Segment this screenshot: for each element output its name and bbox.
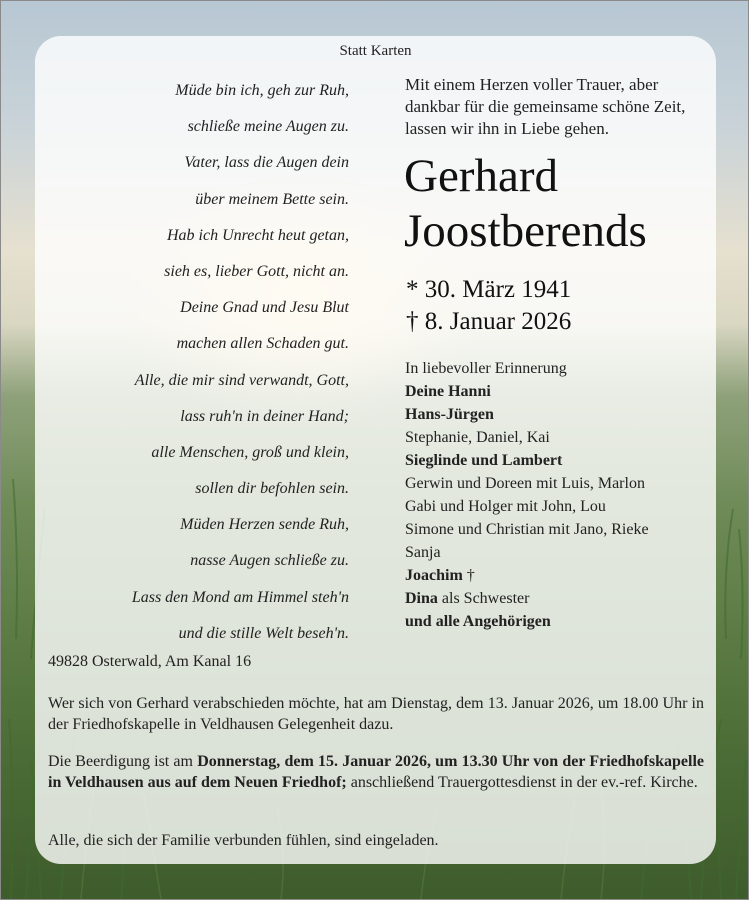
family-grandchildren: Gabi und Holger mit John, Lou bbox=[405, 498, 606, 515]
last-name: Joostberends bbox=[404, 205, 647, 257]
family-intro: In liebevoller Erinnerung bbox=[405, 360, 567, 377]
invitation-paragraph: Alle, die sich der Familie verbunden fühlen, sind eingeladen. bbox=[48, 832, 439, 849]
family-son: Hans-Jürgen bbox=[405, 406, 494, 423]
poem-line: lass ruh'n in deiner Hand; bbox=[180, 407, 349, 425]
poem-line: Deine Gnad und Jesu Blut bbox=[180, 299, 349, 317]
joachim-name: Joachim bbox=[405, 567, 463, 584]
family-daughter: Sieglinde und Lambert bbox=[405, 452, 563, 469]
funeral-paragraph bbox=[48, 751, 704, 793]
statt-karten-heading: Statt Karten bbox=[339, 43, 412, 59]
poem-line: Vater, lass die Augen dein bbox=[184, 154, 349, 172]
family-joachim bbox=[405, 564, 715, 587]
deceased-name bbox=[404, 149, 647, 259]
address: 49828 Osterwald, Am Kanal 16 bbox=[48, 653, 252, 670]
family-grandchildren: Gerwin und Doreen mit Luis, Marlon bbox=[405, 475, 645, 492]
intro-text: Mit einem Herzen voller Trauer, aber dankbar für die gemeinsame schöne Zeit, lassen wir ihn in Liebe gehen. bbox=[405, 75, 686, 138]
birth-date: * 30. März 1941 bbox=[406, 276, 572, 303]
family-grandchildren: Simone und Christian mit Jano, Rieke bbox=[405, 521, 649, 538]
cross-mark: † bbox=[462, 567, 475, 584]
family-all-relatives: und alle Angehörigen bbox=[405, 613, 551, 630]
family-wife: Deine Hanni bbox=[405, 383, 491, 400]
life-dates bbox=[406, 274, 571, 338]
dina-name: Dina bbox=[405, 590, 438, 607]
poem-line: nasse Augen schließe zu. bbox=[190, 552, 349, 570]
poem-line: sollen dir befohlen sein. bbox=[195, 480, 349, 498]
poem-line: Hab ich Unrecht heut getan, bbox=[166, 226, 349, 244]
poem-line: und die stille Welt beseh'n. bbox=[178, 624, 349, 642]
funeral-details: Donnerstag, dem 15. Januar 2026, um 13.30 Uhr von der Friedhofskapelle in Veldhausen aus auf dem Neuen Friedhof; bbox=[48, 753, 704, 791]
poem-line: alle Menschen, groß und klein, bbox=[151, 443, 349, 461]
family-dina bbox=[405, 587, 715, 610]
family-grandchildren: Sanja bbox=[405, 544, 441, 561]
poem-line: machen allen Schaden gut. bbox=[176, 335, 349, 353]
poem-line: Müden Herzen sende Ruh, bbox=[180, 516, 349, 534]
funeral-suffix: anschließend Trauergottesdienst in der ev.-ref. Kirche. bbox=[346, 774, 698, 791]
poem-line: Müde bin ich, geh zur Ruh, bbox=[175, 82, 349, 99]
first-name: Gerhard bbox=[404, 150, 558, 202]
funeral-prefix: Die Beerdigung ist am bbox=[48, 753, 198, 770]
dina-relation: als Schwester bbox=[437, 590, 530, 607]
poem-line: Lass den Mond am Himmel steh'n bbox=[131, 588, 349, 606]
poem-line: Alle, die mir sind verwandt, Gott, bbox=[134, 371, 349, 389]
poem bbox=[61, 73, 349, 652]
death-date: † 8. Januar 2026 bbox=[406, 308, 572, 335]
poem-line: über meinem Bette sein. bbox=[195, 190, 349, 208]
family-son-family: Stephanie, Daniel, Kai bbox=[405, 429, 550, 446]
family-list bbox=[405, 357, 715, 633]
poem-line: sieh es, lieber Gott, nicht an. bbox=[164, 262, 349, 280]
poem-line: schließe meine Augen zu. bbox=[187, 118, 349, 136]
farewell-paragraph: Wer sich von Gerhard verabschieden möchte, hat am Dienstag, dem 13. Januar 2026, um 18.00 Uhr in der Friedhofskapelle in Veldhausen Gelegenheit dazu. bbox=[48, 695, 704, 733]
